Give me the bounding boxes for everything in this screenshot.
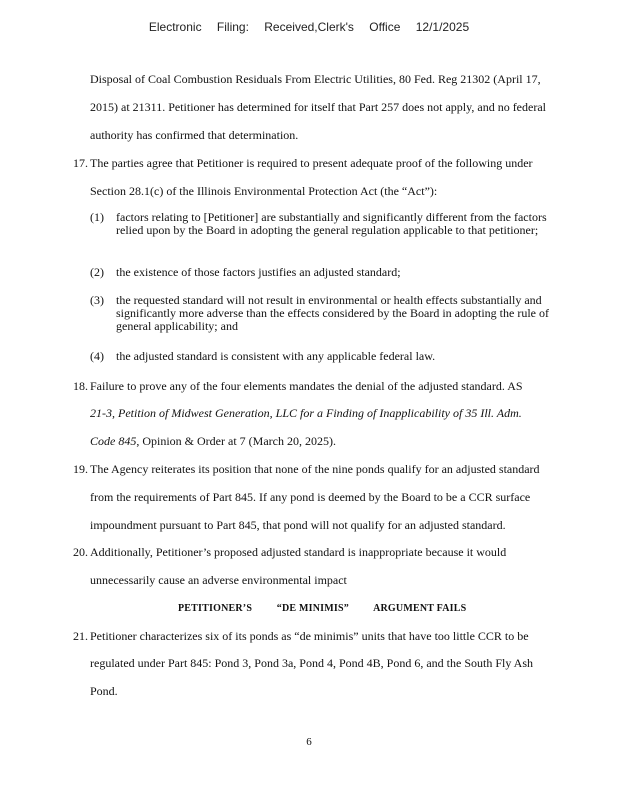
- paragraph-21-line-1: Petitioner characterizes six of its ponds as “de minimis” units that have too little CCR to be: [90, 629, 529, 643]
- list-item-number: (1): [90, 210, 104, 224]
- heading-part-1: PETITIONER’S: [178, 603, 253, 614]
- list-item-number: (2): [90, 265, 104, 279]
- list-item-text: the existence of those factors justifies an adjusted standard;: [116, 265, 401, 279]
- paragraph-19: [73, 462, 540, 477]
- header-office: Office: [369, 20, 401, 34]
- paragraph-19-line-1: The Agency reiterates its position that none of the nine ponds qualify for an adjusted standard: [90, 462, 540, 476]
- filing-stamp-header: [0, 20, 618, 34]
- paragraph-21-line-3: Pond.: [90, 684, 118, 698]
- paragraph-20-line-1: Additionally, Petitioner’s proposed adjusted standard is inappropriate because it would: [90, 545, 507, 559]
- carry-over-line-1: Disposal of Coal Combustion Residuals From Electric Utilities, 80 Fed. Reg 21302 (April 17,: [90, 72, 541, 86]
- heading-part-3: ARGUMENT FAILS: [373, 603, 467, 614]
- paragraph-21-line-2: regulated under Part 845: Pond 3, Pond 3a, Pond 4, Pond 4B, Pond 6, and the South Fly Ash: [90, 656, 534, 670]
- paragraph-17-line-2: Section 28.1(c) of the Illinois Environmental Protection Act (the “Act”):: [90, 184, 438, 198]
- header-electronic: Electronic: [148, 20, 202, 34]
- header-received: Received,Clerk's: [264, 20, 354, 34]
- paragraph-number: 20.: [73, 545, 88, 559]
- section-heading: [178, 603, 488, 614]
- list-item-text: the adjusted standard is consistent with any applicable federal law.: [116, 349, 436, 363]
- paragraph-17-line-1: The parties agree that Petitioner is required to present adequate proof of the following under: [90, 156, 533, 170]
- citation-pinpoint: , Opinion & Order at 7 (March 20, 2025).: [136, 434, 336, 448]
- list-item-1: [90, 210, 561, 237]
- case-citation: 21-3, Petition of Midwest Generation, LLC for a Finding of Inapplicability of 35 Ill. Adm.: [90, 406, 522, 420]
- list-item-text: the requested standard will not result in environmental or health effects substantially and significantly more adverse than the effects considered by the Board in adopting the rule of general applicability; and: [116, 293, 549, 333]
- paragraph-20-line-2: unnecessarily cause an adverse environmental impact: [90, 573, 347, 587]
- paragraph-19-line-3: impoundment pursuant to Part 845, that pond will not qualify for an adjusted standard.: [90, 518, 506, 532]
- paragraph-number: 18.: [73, 379, 88, 393]
- list-item-4: [90, 349, 561, 363]
- paragraph-number: 19.: [73, 462, 88, 476]
- heading-part-2: “DE MINIMIS”: [276, 603, 349, 614]
- list-item-text: factors relating to [Petitioner] are substantially and significantly different from the factors relied upon by the Board in adopting the general regulation applicable to that petitioner;: [116, 210, 547, 237]
- list-item-2: [90, 265, 561, 279]
- carry-over-line-2: 2015) at 21311. Petitioner has determined for itself that Part 257 does not apply, and no federal: [90, 100, 546, 114]
- paragraph-21: [73, 629, 529, 644]
- paragraph-number: 17.: [73, 156, 88, 170]
- case-citation-end: Code 845: [90, 434, 137, 448]
- paragraph-18-line-3: [90, 434, 336, 449]
- carry-over-line-3: authority has confirmed that determination.: [90, 128, 299, 142]
- list-item-3: [90, 293, 561, 333]
- paragraph-number: 21.: [73, 629, 88, 643]
- list-item-number: (3): [90, 293, 104, 307]
- paragraph-17: [73, 156, 533, 171]
- paragraph-19-line-2: from the requirements of Part 845. If any pond is deemed by the Board to be a CCR surface: [90, 490, 531, 504]
- header-date: 12/1/2025: [415, 20, 470, 34]
- paragraph-18: [73, 379, 523, 394]
- header-filing: Filing:: [216, 20, 249, 34]
- page-number: 6: [306, 736, 312, 748]
- list-item-number: (4): [90, 349, 104, 363]
- paragraph-18-line-1: Failure to prove any of the four elements mandates the denial of the adjusted standard. AS: [90, 379, 523, 393]
- paragraph-18-line-2: [90, 406, 522, 421]
- paragraph-20: [73, 545, 507, 560]
